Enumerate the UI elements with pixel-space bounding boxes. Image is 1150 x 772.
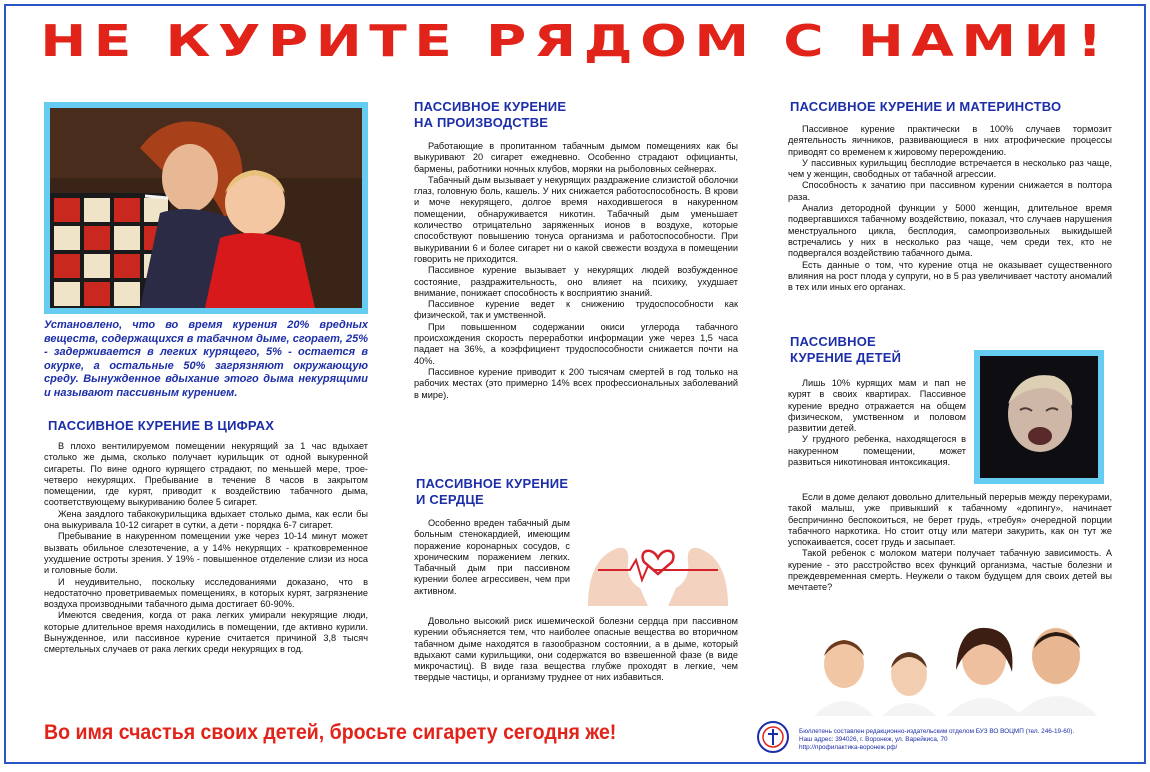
section-body-production [414,141,738,401]
section-title-line: НА ПРОИЗВОДСТВЕ [414,115,549,130]
organization-logo-icon [756,720,790,754]
mother-child-photo-frame [44,102,368,314]
paragraph: Работающие в пропитанном табачным дымом помещениях как бы выкуривают 20 сигарет ежедневно. Особенно страдают официанты, бармены, работники ночных клубов, моряки на рыболовных сейнерах. [414,141,738,174]
section-body-children-top [788,378,966,468]
section-title-line: КУРЕНИЕ ДЕТЕЙ [790,350,902,365]
caption-statistics: Установлено, что во время курения 20% вредных веществ, содержащихся в табачном дыме, сгорает, 25% - задерживается в легких курящего, 5% - остается в окурке, а остальные 50% загрязняют окружающую среду. Вынужденное вдыхание этого дыма некурящими и называют пассивным курением. [44,319,368,399]
paragraph: Особенно вреден табачный дым больным стенокардией, имеющим поражение коронарных сосудов, с хроническим поражением легких. Табачный дым при пассивном курении более агрессивен, чем при активном. [414,518,570,596]
crying-child-photo [980,356,1098,478]
section-title-figures: ПАССИВНОЕ КУРЕНИЕ В ЦИФРАХ [48,418,275,433]
paragraph: Табачный дым вызывает у некурящих раздражение слизистой оболочки глаз, головную боль, кашель. У них снижается работоспособность. В крови и моче некурящего, долгое время находившегося в накуренном помещении, обнаруживается никотин. Табачный дым уменьшает количество отрицательно заряженных ионов в воздухе, которые способствуют повышению тонуса организма и работоспособности. При выкуривании 6 и более сигарет ни о какой свежести воздуха в помещении говорить не приходится. [414,174,738,264]
crying-child-photo-frame [974,350,1104,484]
section-body-maternity [788,124,1112,293]
paragraph: Пассивное курение приводит к 200 тысячам смертей в год только на рабочих местах (это примерно 14% всех профессиональных заболеваний в мире). [414,366,738,400]
section-body-figures [44,441,368,656]
section-title-maternity: ПАССИВНОЕ КУРЕНИЕ И МАТЕРИНСТВО [790,99,1062,114]
paragraph: Лишь 10% курящих мам и пап не курят в своих квартирах. Пассивное курение вредно отражается на общем физическом, умственном и половом развитии детей. [788,378,966,434]
paragraph: Такой ребенок с молоком матери получает табачную зависимость. А курение - это расстройство всех функций организма, частые болезни и преждевременная смерть. Неужели о таком будущем для своих детей вы мечтаете? [788,548,1112,593]
mother-child-illustration [50,108,362,308]
happy-family-image [794,618,1112,716]
footer-note-line: Бюллетень составлен редакционно-издательским отделом БУЗ ВО ВОЦМП (тел. 246-19-60). [799,728,1075,735]
footer-website-link[interactable]: http://профилактика-воронеж.рф/ [799,744,898,751]
paragraph: Пребывание в накуренном помещении уже через 10-14 минут может вызвать обильное слезотечение, а у 14% некурящих - кратковременное ухудшение остроты зрения. У 19% - повышенное отделение слизи из носа и головные боли. [44,531,368,576]
paragraph: У грудного ребенка, находящегося в накуренном помещении, может развиться никотиновая интоксикация. [788,434,966,468]
paragraph: Анализ детородной функции у 5000 женщин, длительное время подвергавшихся табачному воздействию, показал, что случаев нарушения менструального цикла, бесплодия, самопроизвольных выкидышей встречались у них в несколько раз чаще, чем среди тех, кто не подвергался воздействию табачного дыма. [788,203,1112,259]
footer-publisher-note [799,728,1129,752]
paragraph: Пассивное курение вызывает у некурящих людей возбужденное состояние, раздражительность, оно влияет на психику, ухудшает внимание, понижает способность к восприятию знаний. [414,265,738,298]
section-title-children [790,334,970,366]
hands-heart-image [578,518,738,610]
section-title-line: ПАССИВНОЕ [790,334,876,349]
paragraph: У пассивных курильщиц бесплодие встречается в несколько раз чаще, чем у женщин, свободных от табачной агрессии. [788,157,1112,180]
hands-heart-illustration [578,518,738,610]
section-title-heart [416,476,736,508]
paragraph: Способность к зачатию при пассивном курении снижается в полтора раза. [788,180,1112,202]
paragraph: В плохо вентилируемом помещении некурящий за 1 час вдыхает столько же дыма, сколько получает курильщик от одной выкуренной сигареты. По вине одного курящего страдают, по меньшей мере, трое-четверо некурящих. Пребывание в течение 8 часов в закрытом помещении, где курят, приводит к воздействию табачного дыма, соответствующему выкуриванию более 5 сигарет. [44,441,368,508]
section-body-heart-top [414,518,570,597]
paragraph: Пассивное курение ведет к снижению трудоспособности как физической, так и умственной. [414,299,738,321]
poster-title: НЕ КУРИТЕ РЯДОМ С НАМИ! [40,16,1110,67]
section-title-line: И СЕРДЦЕ [416,492,484,507]
section-title-production [414,99,734,131]
happy-family-illustration [794,618,1112,716]
paragraph: Если в доме делают довольно длительный перерыв между перекурами, такой малыш, уже привыкший к табачному «допингу», начинает беспричинно беспокоиться, не берет грудь, «требуя» очередной порции табачного наркотика. Но стоит отцу или матери закурить, как он тут же успокаивается, сосет грудь и засыпает. [788,492,1112,548]
paragraph: Имеются сведения, когда от рака легких умирали некурящие люди, которые длительное время находились в помещении, где активно курили. Вынужденное, или пассивное курение считается причиной 3,8 тысяч смертельных случаев от рака легких среди некурящих в год. [44,610,368,655]
paragraph: Довольно высокий риск ишемической болезни сердца при пассивном курении объясняется тем, что наиболее опасные вещества во вторичном табачном дыме находятся в газообразном состоянии, а в дыме, который вдыхают сами курильщики, они содержатся во взвешенной фазе (в виде микрочастиц). В виде газа вещества глубже проходят в легкие, чем твердые частицы, и организму труднее от них избавиться. [414,616,738,683]
section-title-line: ПАССИВНОЕ КУРЕНИЕ [416,476,569,491]
paragraph: Жена заядлого табакокурильщика вдыхает столько дыма, как если бы она выкуривала 10-12 сигарет в сутки, а дети - порядка 6-7 сигарет. [44,508,368,531]
paragraph: И неудивительно, поскольку исследованиями доказано, что в недостаточно проветриваемых помещениях, в которых курят, загрязнение воздуха производными табачного дыма достигает 60-90%. [44,576,368,610]
section-title-line: ПАССИВНОЕ КУРЕНИЕ [414,99,567,114]
section-body-children-bottom [788,492,1112,594]
mother-child-photo [50,108,362,308]
poster [4,4,1146,764]
crying-child-illustration [980,356,1098,478]
paragraph: Пассивное курение практически в 100% случаев тормозит деятельность яичников, развивающиеся в них атрофические процессы приводят со временем к жировому перерождению. [788,124,1112,157]
section-body-heart-bottom [414,616,738,684]
paragraph: При повышенном содержании окиси углерода табачного происхождения скорость переработки информации уже через 1,5 часа падает на 36%, а коэффициент трудоспособности снижается почти на 40%. [414,321,738,366]
footer-note-line: Наш адрес: 394026, г. Воронеж, ул. Варейкиса, 70 [799,736,948,743]
footer-slogan: Во имя счастья своих детей, бросьте сигарету сегодня же! [44,721,617,744]
paragraph: Есть данные о том, что курение отца не оказывает существенного влияния на рост плода у супруги, но в 5 раз увеличивает частоту аномалий в тех или иных его органах. [788,259,1112,293]
